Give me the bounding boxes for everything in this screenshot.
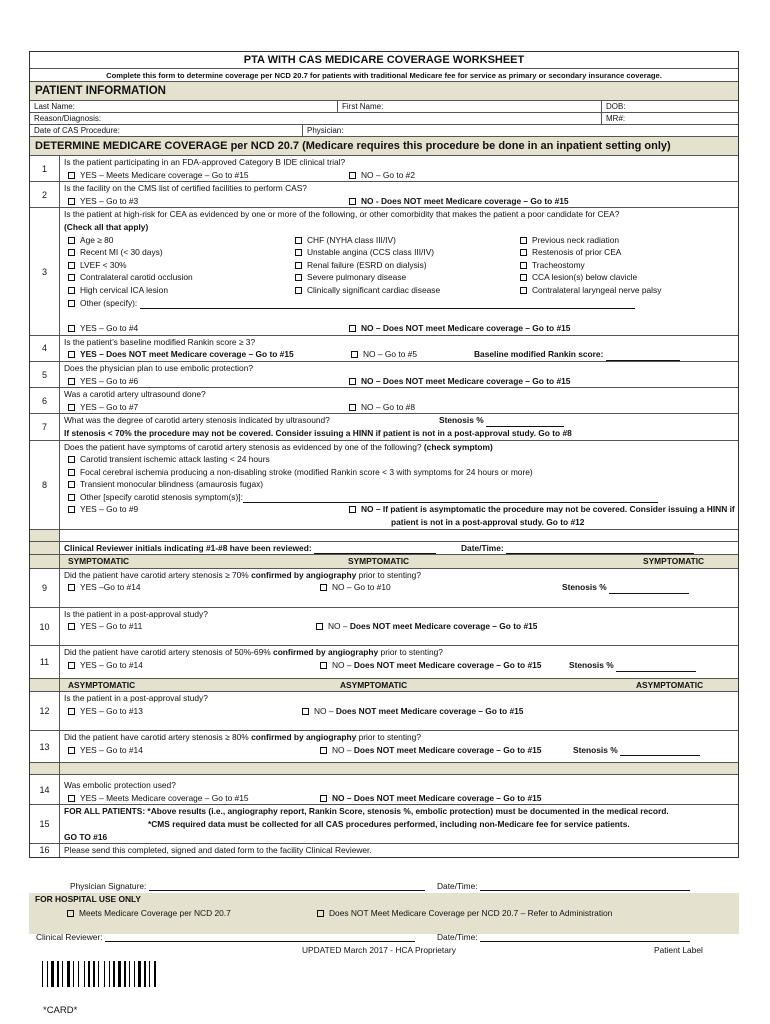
q10-yes-option[interactable]: YES – Go to #11 [68, 620, 142, 633]
checkbox-icon[interactable] [520, 262, 527, 269]
question-number: 1 [30, 156, 60, 181]
checkbox-icon[interactable] [520, 274, 527, 281]
barcode-bar [44, 961, 46, 987]
barcode-bar [131, 961, 133, 987]
question-text: Did the patient have carotid artery stenosis ≥ 80% confirmed by angiography prior to stenting? [64, 731, 421, 742]
barcode-bar [104, 961, 105, 987]
question-text: Was embolic protection used? [64, 780, 176, 791]
barcode-bar [122, 961, 123, 987]
question-5 [30, 362, 738, 388]
checkbox-icon[interactable] [68, 378, 75, 385]
barcode-bar [127, 961, 128, 987]
checkbox-icon[interactable] [349, 404, 356, 411]
first-name-field[interactable]: First Name: [337, 101, 601, 113]
checkbox-icon[interactable] [349, 378, 356, 385]
mr-field[interactable]: MR#: [601, 113, 739, 125]
coverage-heading: DETERMINE MEDICARE COVERAGE per NCD 20.7 (Medicare requires this procedure be done in an inpatient setting only) [30, 137, 738, 156]
symptomatic-header: SYMPTOMATIC SYMPTOMATIC SYMPTOMATIC [30, 555, 738, 569]
barcode-bar [86, 961, 87, 987]
checkbox-icon[interactable] [520, 287, 527, 294]
question-number: 12 [30, 692, 60, 730]
barcode-bar [116, 961, 117, 987]
question-text: Is the patient at high-risk for CEA as evidenced by one or more of the following, or other comorbidity that makes the patient a poor candidate for CEA? [64, 209, 620, 220]
barcode-bar [151, 961, 153, 987]
q13-no-option[interactable]: NO – Does NOT meet Medicare coverage – Go to #15 [320, 744, 541, 757]
risk-option[interactable]: Contralateral carotid occlusion [68, 271, 635, 284]
question-7 [30, 414, 738, 440]
question-number: 13 [30, 731, 60, 762]
question-text: Is the patient’s baseline modified Rankin score ≥ 3? [64, 336, 256, 347]
barcode-bar [144, 961, 146, 987]
question-2 [30, 182, 738, 208]
barcode-bar [111, 961, 112, 987]
updated-note: UPDATED March 2017 - HCA Proprietary [302, 945, 456, 955]
question-text: Was a carotid artery ultrasound done? [64, 389, 206, 400]
checkbox-icon[interactable] [316, 623, 323, 630]
question-16 [30, 844, 738, 857]
question-number: 16 [30, 844, 60, 857]
question-text: What was the degree of carotid artery stenosis indicated by ultrasound? [64, 415, 330, 426]
question-4 [30, 336, 738, 362]
symptom-option-other[interactable]: Other [specify carotid stenosis symptom(s)]: [64, 491, 738, 504]
reviewer-initials-field[interactable] [314, 545, 436, 554]
q1-yes-option[interactable]: YES – Meets Medicare coverage – Go to #15 [68, 169, 249, 182]
barcode-bar [124, 961, 126, 987]
q9-no-option[interactable]: NO – Go to #10 [320, 581, 391, 594]
checkbox-icon[interactable] [68, 623, 75, 630]
q8-no-option-continued: patient is not in a post-approval study. Go to #12 [391, 517, 585, 528]
risk-option[interactable]: Restenosis of prior CEA [520, 246, 661, 259]
checkbox-icon[interactable] [68, 274, 75, 281]
checkbox-icon[interactable] [68, 584, 75, 591]
barcode-bar [60, 961, 61, 987]
barcode-bar [138, 961, 141, 987]
risk-option[interactable]: Clinically significant cardiac disease [295, 284, 440, 297]
meets-coverage-option[interactable]: Meets Medicare Coverage per NCD 20.7 [67, 908, 231, 918]
checkbox-icon[interactable] [68, 325, 75, 332]
question-9 [30, 569, 738, 608]
barcode-bar [147, 961, 148, 987]
barcode-bar [96, 961, 97, 987]
risk-option[interactable]: Recent MI (< 30 days) [68, 246, 635, 259]
procedure-row [30, 125, 738, 137]
question-text: Is the patient in a post-approval study? [64, 693, 208, 704]
question-text: Is the facility on the CMS list of certified facilities to perform CAS? [64, 183, 307, 194]
risk-option[interactable]: Unstable angina (CCS class III/IV) [295, 246, 440, 259]
other-specify-line[interactable] [140, 300, 635, 309]
checkbox-icon[interactable] [520, 249, 527, 256]
checkbox-icon[interactable] [68, 172, 75, 179]
hospital-use-label: FOR HOSPITAL USE ONLY [35, 894, 141, 904]
checkbox-icon[interactable] [349, 506, 356, 513]
q2-no-option[interactable]: NO - Does NOT meet Medicare coverage – Go to #15 [349, 195, 569, 208]
checkbox-icon[interactable] [295, 249, 302, 256]
checkbox-icon[interactable] [349, 325, 356, 332]
risk-column-2 [295, 234, 440, 297]
form-title: PTA WITH CAS MEDICARE COVERAGE WORKSHEET [30, 52, 738, 69]
barcode-bar [62, 961, 63, 987]
stenosis-field[interactable]: Stenosis % [562, 581, 689, 594]
risk-option[interactable]: CCA lesion(s) below clavicle [520, 271, 661, 284]
barcode-bar [134, 961, 135, 987]
question-1 [30, 156, 738, 182]
question-text: Is the patient in a post-approval study? [64, 608, 208, 619]
question-14 [30, 775, 738, 805]
question-number: 6 [30, 388, 60, 413]
barcode-bar [149, 961, 150, 987]
q4-yes-option[interactable]: YES – Does NOT meet Medicare coverage – Go to #15 [68, 348, 294, 361]
form-subtitle: Complete this form to determine coverage per NCD 20.7 for patients with traditional Medicare fee for service as primary or secondary insurance coverage. [30, 69, 738, 82]
question-text: Does the patient have symptoms of carotid artery stenosis as evidenced by one of the following? (check symptom) [64, 441, 493, 452]
question-number: 2 [30, 182, 60, 207]
q5-yes-option[interactable]: YES – Go to #6 [68, 375, 138, 388]
patient-name-row [30, 101, 738, 113]
question-15 [30, 805, 738, 844]
checkbox-icon[interactable] [67, 910, 74, 917]
checkbox-icon[interactable] [295, 287, 302, 294]
barcode-bar [88, 961, 90, 987]
barcode-bar [106, 961, 108, 987]
stenosis-note: If stenosis < 70% the procedure may not be covered. Consider issuing a HINN if patient is not in a post-approval study. Go to #8 [64, 427, 572, 438]
q5-no-option[interactable]: NO – Does NOT meet Medicare coverage – Go to #15 [349, 375, 570, 388]
barcode-bar [98, 961, 99, 987]
checkbox-icon[interactable] [520, 237, 527, 244]
question-10 [30, 608, 738, 647]
symptom-option[interactable]: Focal cerebral ischemia producing a non-disabling stroke (modified Rankin score < 3 with symptoms for 24 hours or more) [64, 466, 738, 479]
checkbox-icon[interactable] [295, 237, 302, 244]
barcode-bar [55, 961, 56, 987]
reviewer-date-field[interactable]: Date/Time: [461, 542, 694, 555]
q8-yes-option[interactable]: YES – Go to #9 [68, 503, 138, 516]
physician-signature-field[interactable]: Physician Signature: [70, 881, 425, 891]
q14-yes-option[interactable]: YES – Meets Medicare coverage – Go to #15 [68, 792, 249, 805]
checkbox-icon[interactable] [351, 351, 358, 358]
instructions-goto: GO TO #16 [64, 831, 108, 842]
asymptomatic-header: ASYMPTOMATIC ASYMPTOMATIC ASYMPTOMATIC [30, 679, 738, 693]
barcode-bar [113, 961, 115, 987]
q11-yes-option[interactable]: YES – Go to #14 [68, 659, 143, 672]
checkbox-icon[interactable] [68, 494, 75, 501]
risk-option[interactable]: Renal failure (ESRD on dialysis) [295, 259, 440, 272]
reviewer-initials-label: Clinical Reviewer initials indicating #1-#8 have been reviewed: [64, 542, 312, 553]
risk-option[interactable]: Contralateral laryngeal nerve palsy [520, 284, 661, 297]
question-text: Is the patient participating in an FDA-approved Category B IDE clinical trial? [64, 157, 346, 167]
patient-label: Patient Label [654, 945, 703, 955]
q1-no-option[interactable]: NO – Go to #2 [349, 169, 415, 182]
stenosis-field[interactable]: Stenosis % [573, 744, 700, 757]
checkbox-icon[interactable] [68, 300, 75, 307]
checkbox-icon[interactable] [320, 795, 327, 802]
barcode-bar [67, 961, 70, 987]
q3-no-option[interactable]: NO – Does NOT meet Medicare coverage – Go to #15 [349, 322, 570, 335]
instructions-line: FOR ALL PATIENTS: *Above results (i.e., angiography report, Rankin Score, stenosis %, embolic protection) must be documented in the medical record. [64, 806, 669, 817]
question-text: Did the patient have carotid artery stenosis of 50%-69% confirmed by angiography prior to stenting? [64, 647, 443, 658]
checkbox-icon[interactable] [68, 262, 75, 269]
barcode-bar [80, 961, 83, 987]
checkbox-icon[interactable] [68, 795, 75, 802]
q2-yes-option[interactable]: YES – Go to #3 [68, 195, 138, 208]
reviewer-initials-row [30, 542, 738, 556]
checkbox-icon[interactable] [295, 274, 302, 281]
risk-column-3 [520, 234, 661, 297]
q10-no-option[interactable]: NO – Does NOT meet Medicare coverage – Go to #15 [316, 620, 537, 633]
checkbox-icon[interactable] [68, 469, 75, 476]
checkbox-icon[interactable] [68, 747, 75, 754]
question-number: 4 [30, 336, 60, 361]
check-all-note: (Check all that apply) [64, 221, 149, 232]
q12-no-option[interactable]: NO – Does NOT meet Medicare coverage – Go to #15 [302, 705, 523, 718]
hospital-use-panel [29, 893, 739, 934]
q11-no-option[interactable]: NO – Does NOT meet Medicare coverage – Go to #15 [320, 659, 541, 672]
checkbox-icon[interactable] [68, 662, 75, 669]
q6-yes-option[interactable]: YES – Go to #7 [68, 401, 138, 414]
checkbox-icon[interactable] [68, 249, 75, 256]
checkbox-icon[interactable] [320, 747, 327, 754]
risk-option[interactable]: Age ≥ 80 [68, 234, 635, 247]
question-number: 10 [30, 608, 60, 646]
barcode-bar [64, 961, 66, 987]
not-meets-coverage-option[interactable]: Does NOT Meet Medicare Coverage per NCD 20.7 – Refer to Administration [317, 908, 612, 918]
risk-factor-grid [64, 234, 738, 310]
barcode-bar [75, 961, 77, 987]
risk-option[interactable]: High cervical ICA lesion [68, 284, 635, 297]
q4-no-option[interactable]: NO – Go to #5 [351, 348, 417, 361]
patient-info-heading: PATIENT INFORMATION [30, 82, 738, 101]
physician-field[interactable]: Physician: [302, 125, 739, 137]
reason-row [30, 113, 738, 125]
question-11 [30, 646, 738, 678]
barcode-bar [157, 961, 158, 987]
stenosis-field[interactable]: Stenosis % [569, 659, 696, 672]
barcode-bar [136, 961, 137, 987]
reviewer-date-field[interactable]: Date/Time: [437, 932, 690, 942]
checkbox-icon[interactable] [68, 404, 75, 411]
risk-option[interactable]: Severe pulmonary disease [295, 271, 440, 284]
barcode-bar [154, 961, 156, 987]
clinical-reviewer-field[interactable]: Clinical Reviewer: [36, 932, 415, 942]
instructions-line: *CMS required data must be collected for all CAS procedures performed, including non-Medicare fee for service patients. [148, 818, 630, 829]
question-8 [30, 441, 738, 530]
checkbox-icon[interactable] [68, 237, 75, 244]
question-12 [30, 692, 738, 731]
physician-date-field[interactable]: Date/Time: [437, 881, 690, 891]
checkbox-icon[interactable] [302, 708, 309, 715]
barcode-bar [49, 961, 50, 987]
checkbox-icon[interactable] [320, 584, 327, 591]
barcode-bar [118, 961, 121, 987]
checkbox-icon[interactable] [68, 456, 75, 463]
question-number: 5 [30, 362, 60, 387]
barcode-bar [42, 961, 43, 987]
question-number: 7 [30, 414, 60, 439]
checkbox-icon[interactable] [68, 506, 75, 513]
q9-yes-option[interactable]: YES –Go to #14 [68, 581, 141, 594]
question-number: 14 [30, 775, 60, 804]
barcode-bar [91, 961, 92, 987]
checkbox-icon[interactable] [349, 172, 356, 179]
risk-option-other[interactable]: Other (specify): [68, 297, 635, 310]
barcode-bar [71, 961, 72, 987]
barcode-image [42, 961, 168, 987]
barcode-bar [93, 961, 95, 987]
checkbox-icon[interactable] [68, 287, 75, 294]
question-number: 3 [30, 208, 60, 334]
risk-option[interactable]: Previous neck radiation [520, 234, 661, 247]
barcode-bar [84, 961, 85, 987]
q12-yes-option[interactable]: YES – Go to #13 [68, 705, 143, 718]
question-text: Did the patient have carotid artery stenosis ≥ 70% confirmed by angiography prior to stenting? [64, 569, 421, 580]
blank-row [30, 763, 738, 775]
q8-no-option[interactable]: NO – If patient is asymptomatic the procedure may not be covered. Consider issuing a HINN if [349, 503, 735, 516]
barcode-bar [47, 961, 48, 987]
stenosis-field[interactable]: Stenosis % [439, 414, 564, 427]
symptom-option[interactable]: Transient monocular blindness (amaurosis fugax) [64, 478, 738, 491]
question-text: Does the physician plan to use embolic protection? [64, 362, 254, 373]
question-text: Please send this completed, signed and dated form to the facility Clinical Reviewer. [64, 845, 372, 856]
question-number: 9 [30, 569, 60, 607]
question-number: 11 [30, 646, 60, 677]
barcode-bar [73, 961, 74, 987]
question-3 [30, 208, 738, 335]
dob-field[interactable]: DOB: [601, 101, 739, 113]
checkbox-icon[interactable] [68, 351, 75, 358]
risk-option[interactable]: CHF (NYHA class III/IV) [295, 234, 440, 247]
q13-yes-option[interactable]: YES – Go to #14 [68, 744, 143, 757]
checkbox-icon[interactable] [349, 198, 356, 205]
symptom-option[interactable]: Carotid transient ischemic attack lasting < 24 hours [64, 453, 738, 466]
barcode-bar [57, 961, 59, 987]
question-number: 8 [30, 441, 60, 529]
barcode-bar [100, 961, 103, 987]
barcode-bar [142, 961, 143, 987]
reason-field[interactable]: Reason/Diagnosis: [34, 114, 102, 123]
question-6 [30, 388, 738, 414]
barcode-bar [78, 961, 79, 987]
barcode-bar [109, 961, 110, 987]
checkbox-icon[interactable] [68, 481, 75, 488]
checkbox-icon[interactable] [295, 262, 302, 269]
barcode-bar [129, 961, 130, 987]
q6-no-option[interactable]: NO – Go to #8 [349, 401, 415, 414]
worksheet-form [29, 51, 739, 858]
question-13 [30, 731, 738, 763]
blank-row [30, 530, 738, 542]
card-label: *CARD* [43, 1005, 78, 1016]
barcode-bar [51, 961, 54, 987]
checkbox-icon[interactable] [317, 910, 324, 917]
checkbox-icon[interactable] [68, 198, 75, 205]
rankin-score-field[interactable]: Baseline modified Rankin score: [474, 348, 680, 361]
question-number: 15 [30, 805, 60, 843]
risk-option[interactable]: LVEF < 30% [68, 259, 635, 272]
risk-option[interactable]: Tracheostomy [520, 259, 661, 272]
checkbox-icon[interactable] [320, 662, 327, 669]
q3-yes-option[interactable]: YES – Go to #4 [68, 322, 138, 335]
q14-no-option[interactable]: NO – Does NOT meet Medicare coverage – Go to #15 [320, 792, 541, 805]
checkbox-icon[interactable] [68, 708, 75, 715]
last-name-field[interactable]: Last Name: [34, 102, 75, 111]
cas-date-field[interactable]: Date of CAS Procedure: [34, 126, 120, 135]
